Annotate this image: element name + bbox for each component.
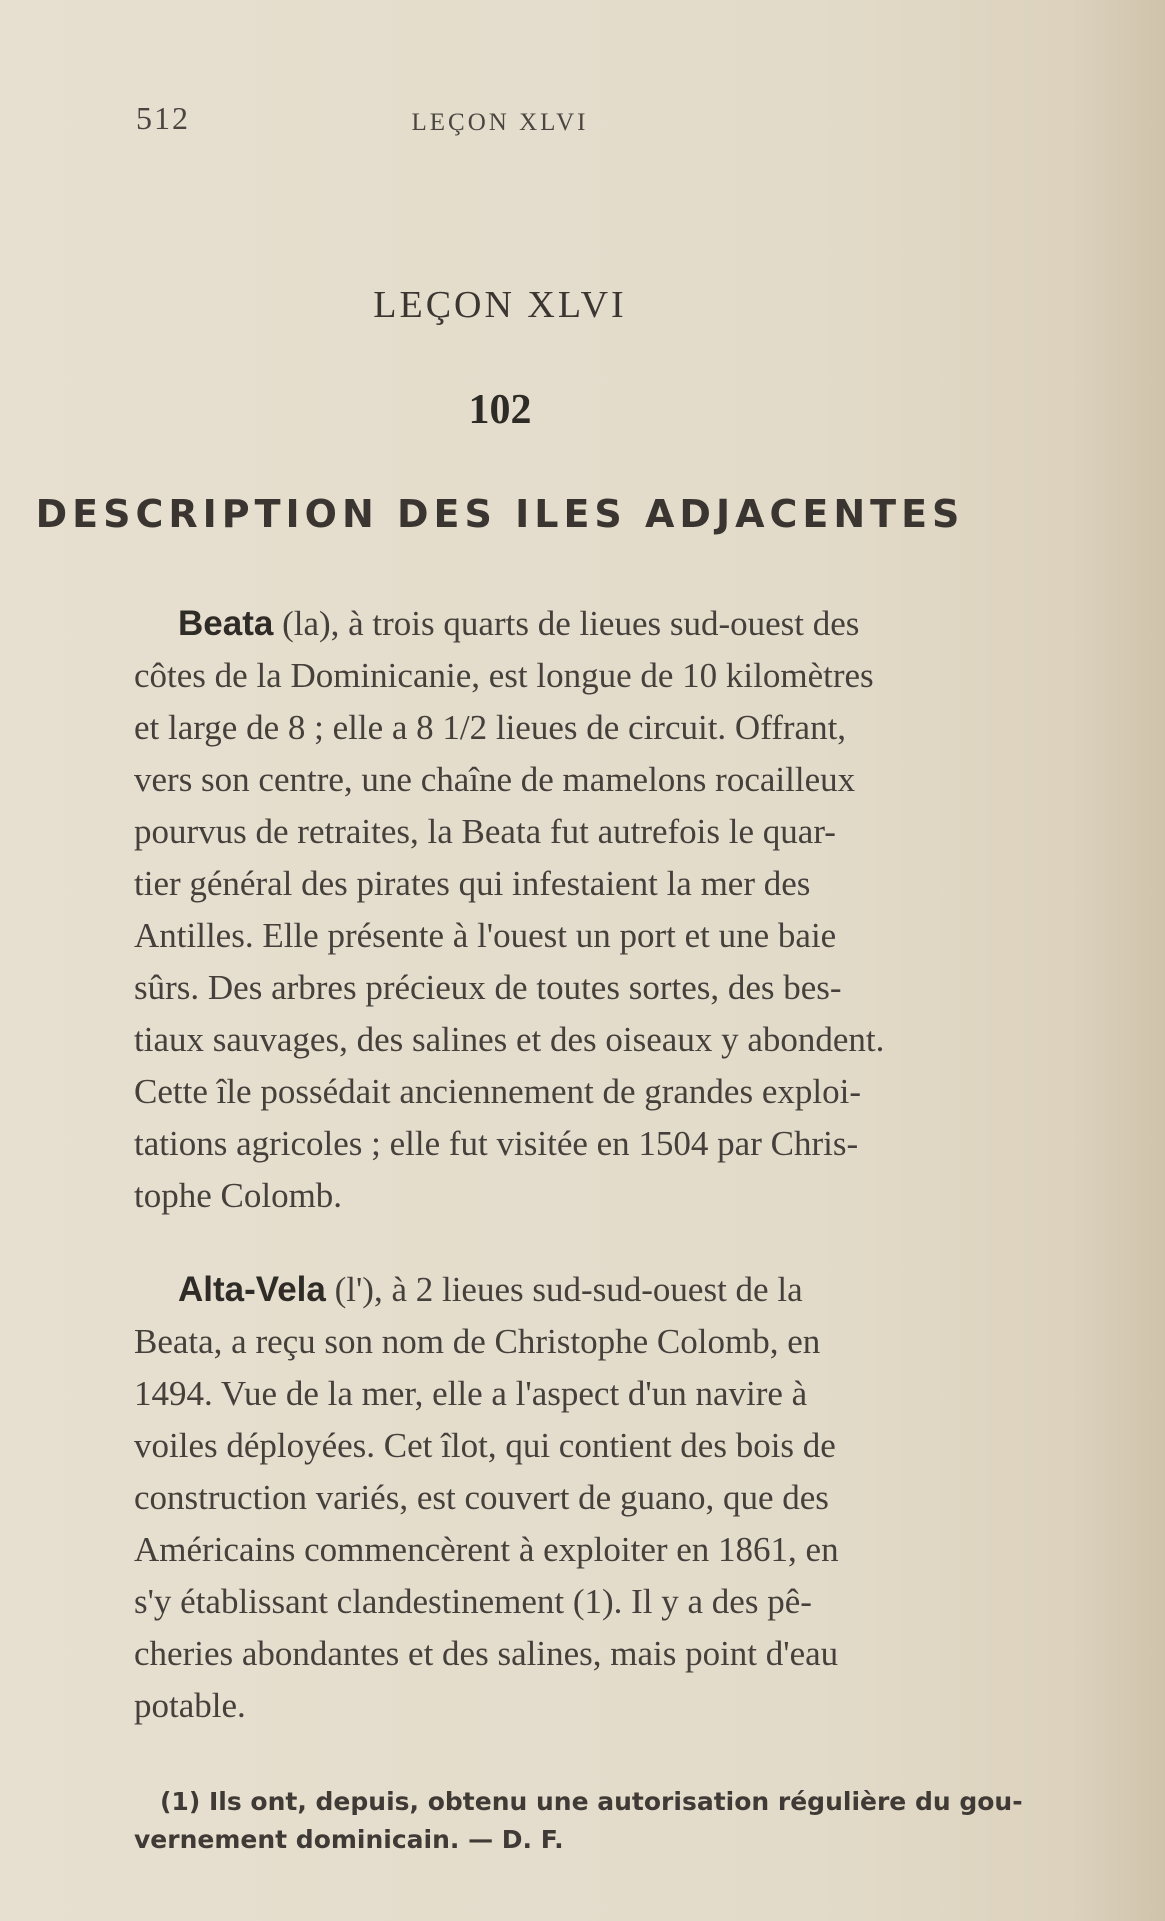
paragraph-line: Beata, a reçu son nom de Christophe Colomb, en (134, 1322, 821, 1361)
paragraph-alta-vela (134, 1264, 1106, 1732)
footnote-line: vernement dominicain. — D. F. (134, 1825, 564, 1854)
paragraph-line (134, 1264, 1106, 1316)
paragraph-line: 1494. Vue de la mer, elle a l'aspect d'un navire à (134, 1374, 808, 1413)
paragraph-line: pourvus de retraites, la Beata fut autrefois le quar- (134, 812, 836, 851)
paragraph-line: tiaux sauvages, des salines et des oiseaux y abondent. (134, 1020, 885, 1059)
footnote-line: (1) Ils ont, depuis, obtenu une autorisation régulière du gou- (160, 1787, 1023, 1816)
page-number: 512 (136, 100, 190, 136)
paragraph-line: voiles déployées. Cet îlot, qui contient des bois de (134, 1426, 836, 1465)
paragraph-line (134, 598, 1106, 650)
paragraph-line: vers son centre, une chaîne de mamelons rocailleux (134, 760, 856, 799)
section-title: DESCRIPTION DES ILES ADJACENTES (35, 492, 965, 536)
chapter-title: LEÇON XLVI (373, 284, 627, 326)
paragraph-line: tophe Colomb. (134, 1176, 343, 1215)
paragraph-line: potable. (134, 1686, 246, 1725)
paragraph-text: (la), à trois quarts de lieues sud-ouest des (273, 604, 860, 643)
paragraph-line: côtes de la Dominicanie, est longue de 10 kilomètres (134, 656, 874, 695)
paragraph-line: tations agricoles ; elle fut visitée en 1504 par Chris- (134, 1124, 859, 1163)
paragraph-heading: Beata (178, 604, 274, 643)
paragraph-line: tier général des pirates qui infestaient la mer des (134, 864, 811, 903)
paragraph-line: cheries abondantes et des salines, mais point d'eau (134, 1634, 839, 1673)
paragraph-line: Cette île possédait anciennement de grandes exploi- (134, 1072, 861, 1111)
section-number: 102 (468, 387, 532, 433)
paragraph-line: construction variés, est couvert de guano, que des (134, 1478, 829, 1517)
paragraph-line: sûrs. Des arbres précieux de toutes sortes, des bes- (134, 968, 842, 1007)
paragraph-line: Antilles. Elle présente à l'ouest un port et une baie (134, 916, 837, 955)
paragraph-beata (134, 598, 1106, 1222)
paragraph-line: et large de 8 ; elle a 8 1/2 lieues de circuit. Offrant, (134, 708, 847, 747)
footnote (134, 1783, 1120, 1859)
paragraph-heading: Alta-Vela (178, 1270, 326, 1309)
paragraph-line: s'y établissant clandestinement (1). Il y a des pê- (134, 1582, 812, 1621)
paragraph-line: Américains commencèrent à exploiter en 1861, en (134, 1530, 839, 1569)
paragraph-text: (l'), à 2 lieues sud-sud-ouest de la (325, 1270, 803, 1309)
running-header: LEÇON XLVI (411, 109, 589, 136)
